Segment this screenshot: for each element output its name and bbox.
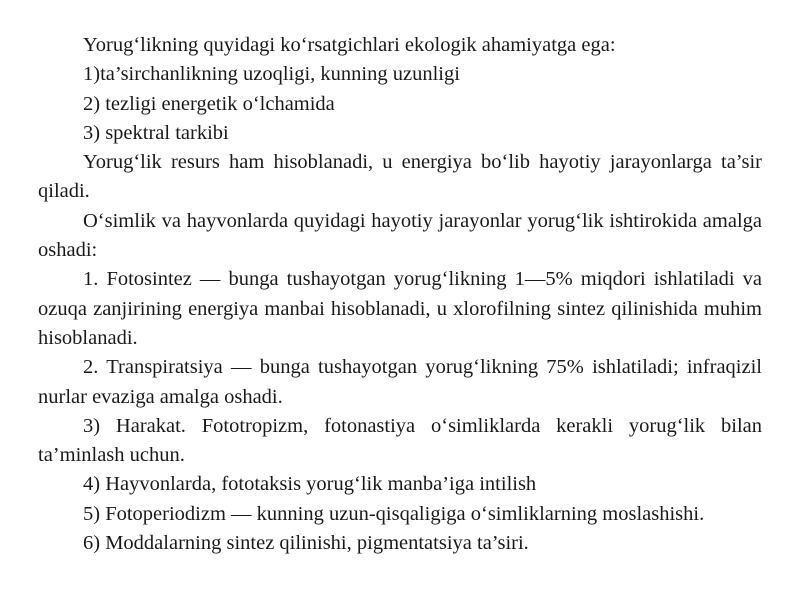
- paragraph-intro: Yorug‘likning quyidagi ko‘rsatgichlari ekologik ahamiyatga ega:: [83, 34, 616, 56]
- paragraph-item-3: 3) spektral tarkibi: [83, 121, 229, 144]
- paragraph-photoperiodism: 5) Fotoperiodizm — kunning uzun-qisqaligiga o‘simliklarning moslashishi.: [83, 502, 705, 525]
- paragraph-photosynthesis: 1. Fotosintez — bunga tushayotgan yorug‘likning 1—5% miqdori ishlatiladi va ozuqa zanjirining energiya manbai hisoblanadi, u xlorofilning sintez qilinishida muhim hisoblanadi.: [38, 268, 762, 349]
- paragraph-resource: Yorug‘lik resurs ham hisoblanadi, u energiya bo‘lib hayotiy jarayonlarga ta’sir qiladi.: [38, 151, 762, 203]
- paragraph-transpiration: 2. Transpiratsiya — bunga tushayotgan yorug‘likning 75% ishlatiladi; infraqizil nurlar evaziga amalga oshadi.: [38, 356, 762, 408]
- paragraph-synthesis: 6) Moddalarning sintez qilinishi, pigmentatsiya ta’siri.: [83, 532, 529, 555]
- paragraph-item-2: 2) tezligi energetik o‘lchamida: [83, 92, 335, 115]
- paragraph-item-1: 1)ta’sirchanlikning uzoqligi, kunning uzunligi: [83, 63, 460, 86]
- paragraph-processes: O‘simlik va hayvonlarda quyidagi hayotiy jarayonlar yorug‘lik ishtirokida amalga oshadi:: [38, 209, 762, 262]
- paragraph-movement: 3) Harakat. Fototropizm, fotonastiya o‘simliklarda kerakli yorug‘lik bilan ta’minlash uchun.: [38, 414, 762, 467]
- paragraph-animals: 4) Hayvonlarda, fototaksis yorug‘lik manba’iga intilish: [83, 473, 537, 496]
